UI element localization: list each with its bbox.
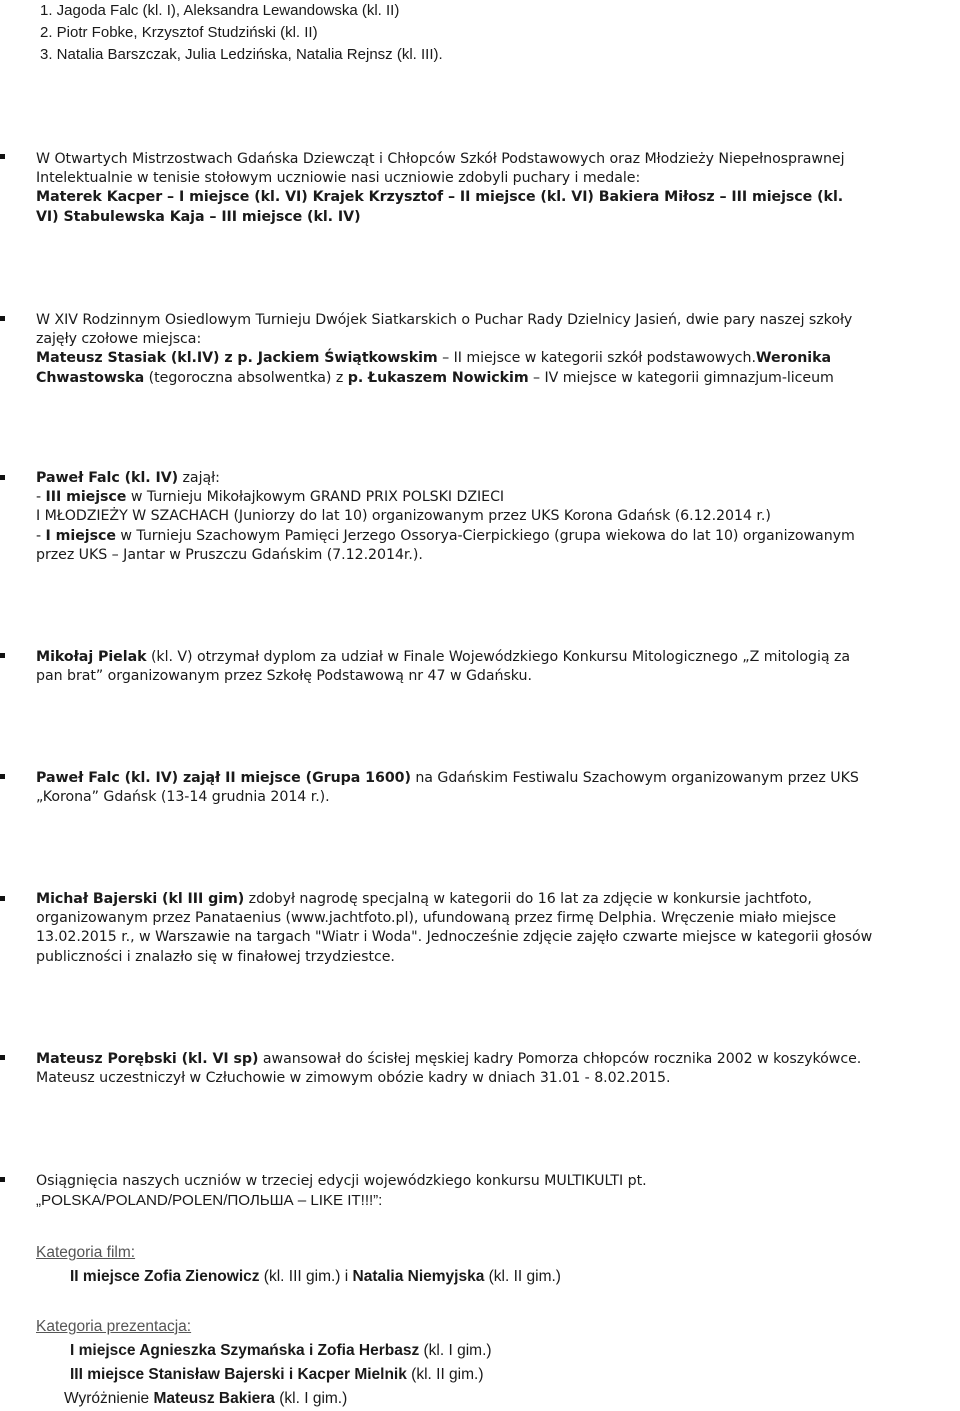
text-span: - xyxy=(36,527,46,544)
list-item: 1. Jagoda Falc (kl. I), Aleksandra Lewandowska (kl. II) xyxy=(40,2,400,19)
text-span: (kl. III gim.) i xyxy=(259,1268,353,1285)
text-span: w Turnieju Mikołajkowym GRAND PRIX POLSKI DZIECI xyxy=(126,489,505,506)
text-line xyxy=(36,890,960,909)
bullet-icon xyxy=(0,896,5,901)
category-film-label: Kategoria film: xyxy=(36,1244,136,1261)
bold-text: I miejsce Agnieszka Szymańska i Zofia Herbasz xyxy=(70,1342,420,1359)
text-line xyxy=(36,188,960,207)
paragraph-multikulti xyxy=(36,1172,960,1210)
text-span: - xyxy=(36,489,46,506)
bold-text: Paweł Falc (kl. IV) xyxy=(36,470,179,486)
bullet-icon xyxy=(0,653,5,658)
text-line: I MŁODZIEŻY W SZACHACH (Juniorzy do lat 10) organizowanym przez UKS Korona Gdańsk (6.12.2014 r.) xyxy=(36,508,771,525)
text-span: (tegoroczna absolwentka) z xyxy=(144,369,348,386)
text-span: (kl. V) otrzymał dyplom za udział w Finale Wojewódzkiego Konkursu Mitologicznego „Z mitologią za xyxy=(146,649,851,665)
text-span: (kl. II gim.) xyxy=(484,1268,561,1285)
bullet-icon xyxy=(0,1055,5,1060)
text-line: Mateusz uczestniczył w Człuchowie w zimowym obózie kadry w dniach 31.01 - 8.02.2015. xyxy=(36,1070,671,1087)
paragraph-chess-festival xyxy=(36,769,960,807)
bold-text: Chwastowska xyxy=(36,369,145,386)
text-span: Wyróżnienie xyxy=(64,1390,154,1407)
paragraph-basketball xyxy=(36,1050,960,1088)
bullet-icon xyxy=(0,475,5,480)
text-line: Osiągnięcia naszych uczniów w trzeciej edycji wojewódzkiego konkursu MULTIKULTI pt. xyxy=(36,1173,647,1189)
text-line: „POLSKA/POLAND/POLEN/ПОЛЬША – LIKE IT!!!”: xyxy=(36,1192,383,1210)
bold-text: I miejsce xyxy=(45,527,116,544)
text-line xyxy=(36,769,960,788)
bold-text: III miejsce xyxy=(45,489,127,506)
text-span: na Gdańskim Festiwalu Szachowym organizowanym przez UKS xyxy=(410,770,859,786)
text-span: zajął: xyxy=(178,470,220,486)
text-line xyxy=(36,469,960,488)
paragraph-jachtfoto xyxy=(36,890,960,967)
text-line: organizowanym przez Panataenius (www.jachtfoto.pl), ufundowaną przez firmę Delphia. Wręczenie miało miejsce xyxy=(36,910,837,927)
text-line: publiczności i znalazło się w finałowej trzydziestce. xyxy=(36,948,395,965)
presentation-result xyxy=(70,1366,484,1384)
bold-text: II miejsce Zofia Zienowicz xyxy=(70,1268,260,1285)
paragraph-mythology xyxy=(36,648,960,686)
text-line xyxy=(36,488,960,507)
category-presentation-label: Kategoria prezentacja: xyxy=(36,1318,192,1335)
text-span: awansował do ścisłej męskiej kadry Pomorza chłopców rocznika 2002 w koszykówce. xyxy=(258,1051,862,1067)
bullet-icon xyxy=(0,316,5,321)
film-result xyxy=(70,1268,561,1286)
bullet-icon xyxy=(0,1177,5,1182)
bullet-icon xyxy=(0,774,5,779)
list-item: 2. Piotr Fobke, Krzysztof Studziński (kl. II) xyxy=(40,24,318,41)
bullet-icon xyxy=(0,154,5,159)
text-span: (kl. I gim.) xyxy=(419,1342,492,1359)
bold-text: Mikołaj Pielak xyxy=(36,649,147,665)
paragraph-tennis xyxy=(36,150,960,227)
bold-text: III miejsce Stanisław Bajerski i Kacper Mielnik xyxy=(70,1366,407,1383)
text-line xyxy=(36,527,960,546)
bold-text: p. Łukaszem Nowickim xyxy=(347,369,529,386)
text-line xyxy=(36,648,960,667)
bold-text: Paweł Falc (kl. IV) zajął II miejsce (Grupa 1600) xyxy=(36,770,411,786)
text-line: „Korona” Gdańsk (13-14 grudnia 2014 r.). xyxy=(36,789,330,806)
text-line: zajęły czołowe miejsca: xyxy=(36,331,202,348)
text-line: 13.02.2015 r., w Warszawie na targach "Wiatr i Woda". Jednocześnie zdjęcie zajęło czwarte miejsce w kategorii głosów xyxy=(36,929,873,946)
bold-text: Weronika xyxy=(755,350,832,367)
text-span: w Turnieju Szachowym Pamięci Jerzego Ossorya-Cierpickiego (grupa wiekowa do lat 10) organizowanym xyxy=(115,527,855,544)
text-line xyxy=(36,349,960,368)
text-line xyxy=(36,369,960,388)
text-span: – II miejsce w kategorii szkół podstawowych. xyxy=(437,350,756,367)
list-item: 3. Natalia Barszczak, Julia Ledzińska, Natalia Rejnsz (kl. III). xyxy=(40,46,443,63)
text-span: (kl. II gim.) xyxy=(406,1366,484,1383)
text-line: Intelektualnie w tenisie stołowym uczniowie nasi uczniowie zdobyli puchary i medale: xyxy=(36,170,641,187)
text-span: zdobył nagrodę specjalną w kategorii do 16 lat za zdjęcie w konkursie jachtfoto, xyxy=(244,891,812,907)
bold-text: Mateusz Bakiera xyxy=(153,1390,275,1407)
bold-text: Michał Bajerski (kl III gim) xyxy=(36,891,245,907)
bold-text: Natalia Niemyjska xyxy=(352,1268,485,1285)
text-line: W Otwartych Mistrzostwach Gdańska Dziewcząt i Chłopców Szkół Podstawowych oraz Młodzieży Niepełnosprawnej xyxy=(36,151,845,167)
text-span: (kl. I gim.) xyxy=(274,1390,348,1407)
bold-text: Materek Kacper – I miejsce (kl. VI) Krajek Krzysztof – II miejsce (kl. VI) Bakiera Miłosz – III miejsce (kl. xyxy=(36,189,844,206)
presentation-result xyxy=(70,1342,492,1360)
text-line xyxy=(36,208,960,227)
text-line: pan brat” organizowanym przez Szkołę Podstawową nr 47 w Gdańsku. xyxy=(36,668,532,685)
bold-text: VI) Stabulewska Kaja – III miejsce (kl. IV) xyxy=(36,208,361,225)
bold-text: Mateusz Stasiak (kl.IV) z p. Jackiem Świątkowskim xyxy=(36,350,438,367)
text-line: W XIV Rodzinnym Osiedlowym Turnieju Dwójek Siatkarskich o Puchar Rady Dzielnicy Jasień, dwie pary naszej szkoły xyxy=(36,312,853,328)
text-line: przez UKS – Jantar w Pruszczu Gdańskim (7.12.2014r.). xyxy=(36,546,423,563)
text-span: – IV miejsce w kategorii gimnazjum-liceum xyxy=(528,369,834,386)
text-line xyxy=(36,1050,960,1069)
paragraph-chess-falc xyxy=(36,469,960,565)
top-numbered-list xyxy=(40,0,443,66)
paragraph-volleyball xyxy=(36,311,960,388)
presentation-result xyxy=(64,1390,347,1408)
bold-text: Mateusz Porębski (kl. VI sp) xyxy=(36,1051,259,1067)
